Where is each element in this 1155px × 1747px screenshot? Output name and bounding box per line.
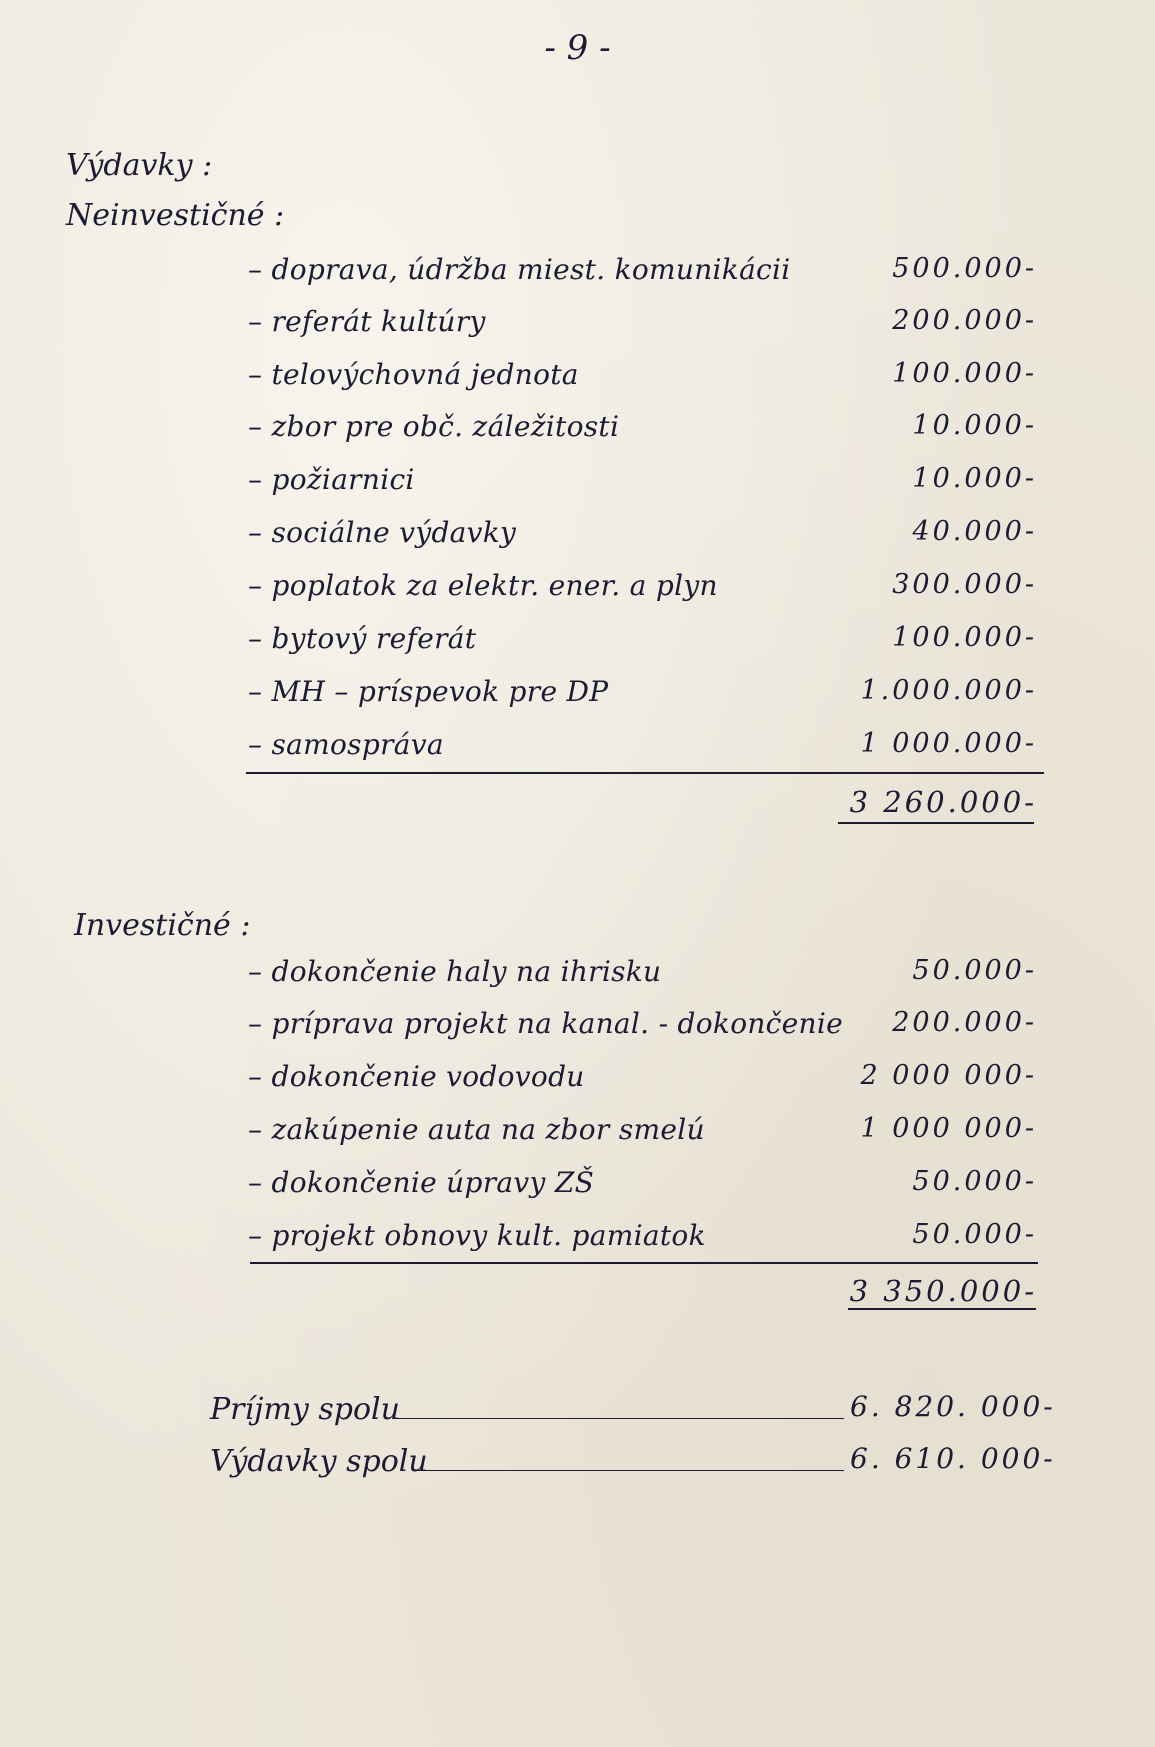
item-label: – doprava, údržba miest. komunikácii [248, 253, 791, 286]
item-amount: 2 000 000- [860, 1060, 1037, 1091]
noninvest-heading: Neinvestičné : [66, 198, 285, 233]
invest-row [0, 1060, 1155, 1100]
item-label: – príprava projekt na kanal. - dokončenie [248, 1007, 843, 1040]
item-amount: 200.000- [892, 1007, 1037, 1038]
noninvest-row [0, 675, 1155, 715]
leader-line [414, 1470, 844, 1471]
invest-total: 3 350.000- [849, 1274, 1037, 1308]
noninvest-row [0, 728, 1155, 768]
item-label: – zbor pre obč. záležitosti [248, 410, 620, 443]
item-amount: 1.000.000- [860, 675, 1037, 706]
invest-row [0, 1113, 1155, 1153]
item-amount: 500.000- [892, 253, 1037, 284]
item-amount: 50.000- [912, 1166, 1037, 1197]
item-label: – dokončenie úpravy ZŠ [248, 1166, 595, 1199]
item-amount: 40.000- [912, 516, 1037, 547]
item-amount: 1 000.000- [860, 728, 1037, 759]
expenses-heading: Výdavky : [66, 148, 213, 183]
item-label: – dokončenie haly na ihrisku [248, 955, 662, 988]
item-label: – MH – príspevok pre DP [248, 675, 609, 708]
total-underline [838, 822, 1034, 824]
item-label: – poplatok za elektr. ener. a plyn [248, 569, 718, 602]
item-amount: 10.000- [912, 410, 1037, 441]
expenses-total-label: Výdavky spolu [210, 1444, 428, 1479]
invest-row [0, 1007, 1155, 1047]
item-amount: 200.000- [892, 305, 1037, 336]
invest-row [0, 955, 1155, 995]
invest-row [0, 1166, 1155, 1206]
income-total-amount: 6. 820. 000- [850, 1390, 1056, 1423]
invest-row [0, 1219, 1155, 1259]
item-amount: 100.000- [892, 622, 1037, 653]
noninvest-row [0, 358, 1155, 398]
noninvest-row [0, 516, 1155, 556]
item-label: – bytový referát [248, 622, 477, 655]
total-underline [848, 1308, 1036, 1310]
noninvest-row [0, 410, 1155, 450]
item-amount: 50.000- [912, 1219, 1037, 1250]
sum-underline [250, 1262, 1038, 1264]
noninvest-row [0, 622, 1155, 662]
item-amount: 10.000- [912, 463, 1037, 494]
item-amount: 300.000- [892, 569, 1037, 600]
income-total-label: Príjmy spolu [210, 1392, 400, 1427]
expenses-total-amount: 6. 610. 000- [850, 1442, 1056, 1475]
noninvest-total: 3 260.000- [849, 785, 1037, 819]
item-amount: 1 000 000- [860, 1113, 1037, 1144]
item-label: – požiarnici [248, 463, 415, 496]
noninvest-row [0, 463, 1155, 503]
noninvest-row [0, 253, 1155, 293]
item-label: – referát kultúry [248, 305, 486, 338]
item-amount: 50.000- [912, 955, 1037, 986]
page-number: - 9 - [544, 28, 611, 68]
item-label: – projekt obnovy kult. pamiatok [248, 1219, 706, 1252]
sum-underline [246, 772, 1044, 774]
item-label: – dokončenie vodovodu [248, 1060, 585, 1093]
leader-line [392, 1418, 844, 1419]
item-label: – samospráva [248, 728, 444, 761]
item-label: – zakúpenie auta na zbor smelú [248, 1113, 705, 1146]
noninvest-row [0, 305, 1155, 345]
invest-heading: Investičné : [74, 908, 251, 943]
noninvest-row [0, 569, 1155, 609]
item-label: – sociálne výdavky [248, 516, 517, 549]
item-label: – telovýchovná jednota [248, 358, 579, 391]
item-amount: 100.000- [892, 358, 1037, 389]
